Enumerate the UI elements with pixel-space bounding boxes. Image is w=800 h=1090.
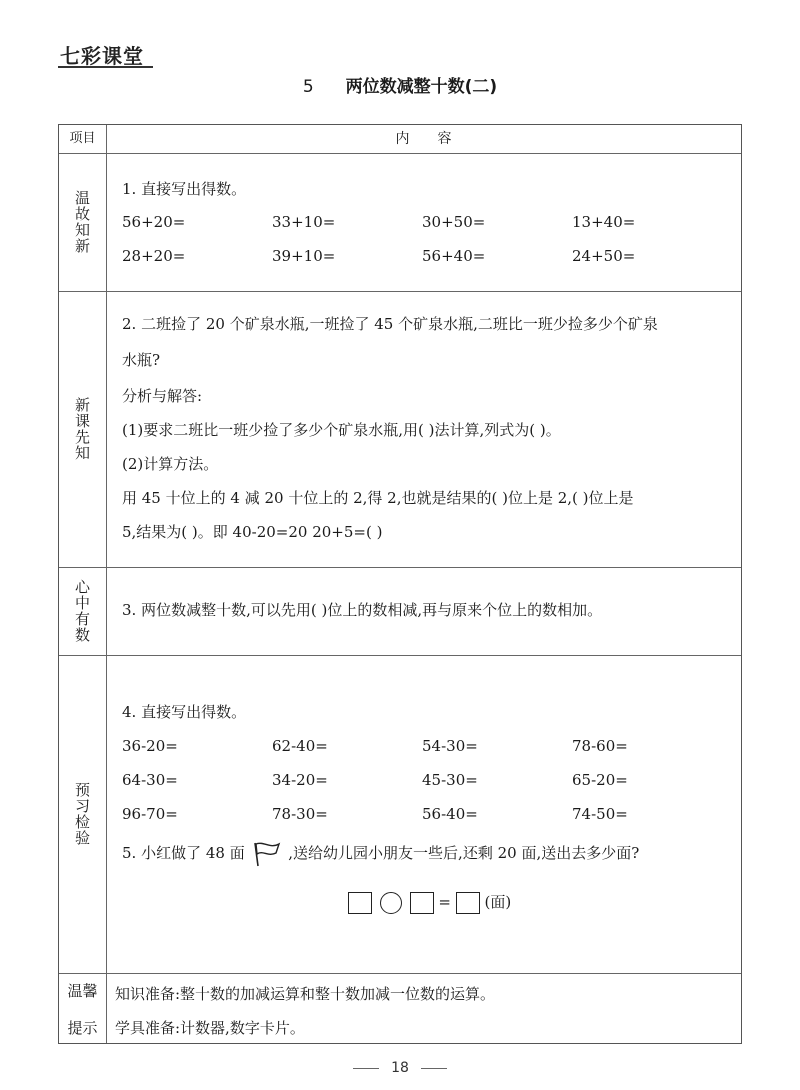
- problem: 24+50=: [572, 247, 636, 265]
- section-label-practice: [59, 655, 106, 973]
- problem: 36-20=: [122, 737, 178, 755]
- review-content: [122, 153, 731, 291]
- lesson-title: [0, 72, 800, 97]
- problem: 74-50=: [572, 805, 628, 823]
- section-label-new-lesson: [59, 291, 106, 567]
- question-5-after: ,送给幼儿园小朋友一些后,还剩 20 面,送出去多少面?: [288, 844, 640, 862]
- tips-supplies: 学具准备:计数器,数字卡片。: [115, 1019, 305, 1037]
- problem: 96-70=: [122, 805, 178, 823]
- tips-label-line1: 温馨: [67, 982, 98, 1000]
- section-label-tips: [59, 973, 106, 1045]
- unit-label: (面): [484, 893, 512, 911]
- new-lesson-label: 新课先知: [73, 397, 91, 461]
- problem: 39+10=: [272, 247, 336, 265]
- section-label-summary: [59, 567, 106, 655]
- problem: 28+20=: [122, 247, 186, 265]
- page-footer: [0, 1060, 800, 1076]
- problem: 56+20=: [122, 213, 186, 231]
- worksheet-table: [58, 124, 742, 1044]
- problem: 34-20=: [272, 771, 328, 789]
- column-divider: [106, 125, 107, 1043]
- footer-dash: [353, 1068, 379, 1069]
- problem: 45-30=: [422, 771, 478, 789]
- lesson-title-text: 两位数减整十数(二): [345, 77, 498, 97]
- practice-row: [122, 771, 731, 793]
- summary-content: [122, 567, 731, 655]
- answer-box[interactable]: [456, 892, 480, 914]
- problem: 13+40=: [572, 213, 636, 231]
- practice-row: [122, 737, 731, 759]
- section-label-review: [59, 153, 106, 291]
- tips-label-line2: 提示: [67, 1019, 98, 1037]
- answer-box[interactable]: [410, 892, 434, 914]
- answer-equation: [348, 891, 511, 914]
- tips-knowledge: 知识准备:整十数的加减运算和整十数加减一位数的运算。: [115, 985, 496, 1003]
- analysis-step2: (2)计算方法。: [122, 455, 219, 473]
- operator-circle[interactable]: [380, 892, 402, 914]
- analysis-step3-line2: 5,结果为( )。即 40-20=20 20+5=( ): [122, 523, 383, 541]
- analysis-heading: 分析与解答:: [122, 387, 203, 405]
- analysis-step1: (1)要求二班比一班少捡了多少个矿泉水瓶,用( )法计算,列式为( )。: [122, 421, 561, 439]
- brand-logo: 七彩课堂: [60, 44, 144, 68]
- practice-instruction: 4. 直接写出得数。: [122, 703, 247, 721]
- flag-icon: [252, 841, 282, 867]
- problem: 54-30=: [422, 737, 478, 755]
- review-row: [122, 213, 731, 235]
- problem: 78-60=: [572, 737, 628, 755]
- tips-content: [115, 973, 731, 1045]
- summary-text: 3. 两位数减整十数,可以先用( )位上的数相减,再与原来个位上的数相加。: [122, 601, 603, 619]
- footer-dash: [421, 1068, 447, 1069]
- new-lesson-content: [122, 291, 731, 567]
- practice-row: [122, 805, 731, 827]
- page-number: 18: [391, 1060, 409, 1076]
- problem: 62-40=: [272, 737, 328, 755]
- problem: 56+40=: [422, 247, 486, 265]
- lesson-number: 5: [302, 77, 314, 97]
- problem: 78-30=: [272, 805, 328, 823]
- brand-underline: [58, 66, 153, 68]
- review-instruction: 1. 直接写出得数。: [122, 180, 247, 198]
- header-content: 内容: [395, 131, 480, 147]
- review-row: [122, 247, 731, 269]
- problem: 65-20=: [572, 771, 628, 789]
- question-5-before: 5. 小红做了 48 面: [122, 844, 245, 862]
- problem: 33+10=: [272, 213, 336, 231]
- question-2-line1: 2. 二班捡了 20 个矿泉水瓶,一班捡了 45 个矿泉水瓶,二班比一班少捡多少个矿泉: [122, 315, 658, 333]
- problem: 56-40=: [422, 805, 478, 823]
- header-item: 项目: [69, 131, 96, 146]
- review-label: 温故知新: [73, 190, 91, 254]
- problem: 64-30=: [122, 771, 178, 789]
- analysis-step3-line1: 用 45 十位上的 4 减 20 十位上的 2,得 2,也就是结果的( )位上是 2,( )位上是: [122, 489, 634, 507]
- equals-sign: =: [438, 893, 451, 911]
- practice-content: [122, 655, 731, 973]
- practice-label: 预习检验: [73, 782, 91, 846]
- question-5: [122, 841, 639, 867]
- summary-label: 心中有数: [73, 579, 91, 643]
- problem: 30+50=: [422, 213, 486, 231]
- answer-box[interactable]: [348, 892, 372, 914]
- question-2-line2: 水瓶?: [122, 351, 161, 369]
